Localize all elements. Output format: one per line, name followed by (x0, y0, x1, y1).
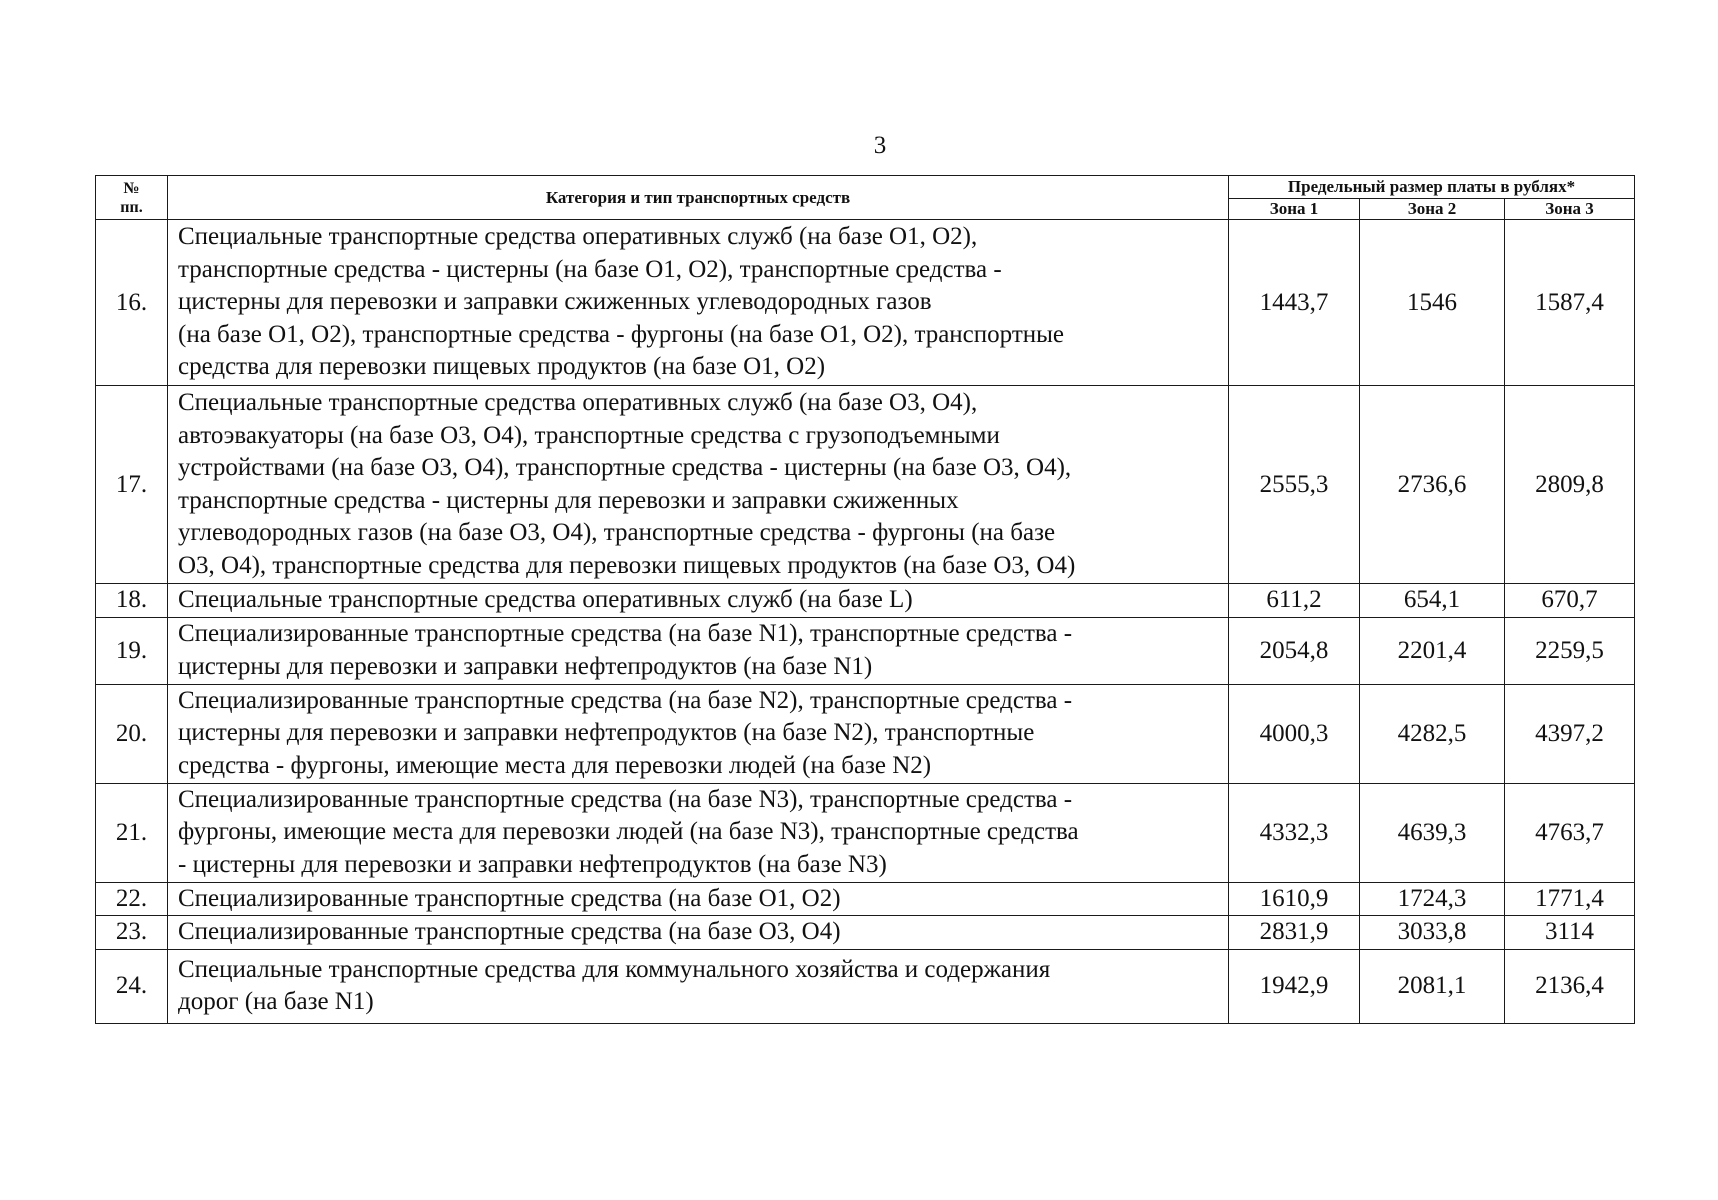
header-zone-3: Зона 3 (1505, 199, 1635, 220)
row-description: Специализированные транспортные средства (на базе N1), транспортные средства - цистерны для перевозки и заправки нефтепродуктов (на базе N1) (168, 617, 1229, 684)
zone3-value: 2809,8 (1505, 386, 1635, 584)
table-row (96, 220, 1635, 386)
table-row (96, 783, 1635, 882)
zone2-value: 2736,6 (1360, 386, 1505, 584)
row-number: 17. (96, 386, 168, 584)
zone3-value: 2259,5 (1505, 617, 1635, 684)
row-description: Специальные транспортные средства оперативных служб (на базе O1, O2), транспортные средства - цистерны (на базе O1, O2), транспортные средства - цистерны для перевозки и заправки сжиженных углеводородных газов (на базе O1, O2), транспортные средства - фургоны (на базе O1, O2), транспортные средства для перевозки пищевых продуктов (на базе O1, O2) (168, 220, 1229, 386)
zone1-value: 2054,8 (1229, 617, 1360, 684)
row-number: 22. (96, 882, 168, 916)
zone2-value: 2081,1 (1360, 949, 1505, 1023)
zone1-value: 1942,9 (1229, 949, 1360, 1023)
row-description: Специализированные транспортные средства (на базе O3, O4) (168, 916, 1229, 950)
row-description: Специальные транспортные средства для коммунального хозяйства и содержания дорог (на базе N1) (168, 949, 1229, 1023)
zone1-value: 4000,3 (1229, 684, 1360, 783)
row-description: Специальные транспортные средства оперативных служб (на базе O3, O4), автоэвакуаторы (на базе O3, O4), транспортные средства с грузоподъемными устройствами (на базе O3, O4), транспортные средства - цистерны (на базе O3, O4), транспортные средства - цистерны для перевозки и заправки сжиженных углеводородных газов (на базе O3, O4), транспортные средства - фургоны (на базе O3, O4), транспортные средства для перевозки пищевых продуктов (на базе O3, O4) (168, 386, 1229, 584)
zone3-value: 2136,4 (1505, 949, 1635, 1023)
zone1-value: 611,2 (1229, 584, 1360, 618)
table-row (96, 584, 1635, 618)
header-limit-group: Предельный размер платы в рублях* (1229, 176, 1635, 199)
header-zone-1: Зона 1 (1229, 199, 1360, 220)
page-number: 3 (873, 132, 887, 159)
zone3-value: 1771,4 (1505, 882, 1635, 916)
zone3-value: 670,7 (1505, 584, 1635, 618)
table-header (96, 176, 1635, 220)
row-description: Специальные транспортные средства оперативных служб (на базе L) (168, 584, 1229, 618)
zone3-value: 4763,7 (1505, 783, 1635, 882)
zone2-value: 3033,8 (1360, 916, 1505, 950)
header-number: № пп. (96, 176, 168, 220)
zone1-value: 4332,3 (1229, 783, 1360, 882)
header-category: Категория и тип транспортных средств (168, 176, 1229, 220)
zone3-value: 4397,2 (1505, 684, 1635, 783)
zone3-value: 1587,4 (1505, 220, 1635, 386)
row-description: Специализированные транспортные средства (на базе N3), транспортные средства - фургоны, имеющие места для перевозки людей (на базе N3), транспортные средства - цистерны для перевозки и заправки нефтепродуктов (на базе N3) (168, 783, 1229, 882)
row-number: 19. (96, 617, 168, 684)
row-number: 23. (96, 916, 168, 950)
row-number: 18. (96, 584, 168, 618)
zone2-value: 4639,3 (1360, 783, 1505, 882)
row-description: Специализированные транспортные средства (на базе N2), транспортные средства - цистерны для перевозки и заправки нефтепродуктов (на базе N2), транспортные средства - фургоны, имеющие места для перевозки людей (на базе N2) (168, 684, 1229, 783)
header-zone-2: Зона 2 (1360, 199, 1505, 220)
zone2-value: 1724,3 (1360, 882, 1505, 916)
row-number: 24. (96, 949, 168, 1023)
zone2-value: 2201,4 (1360, 617, 1505, 684)
table-body (96, 220, 1635, 1024)
tariff-table (95, 175, 1635, 1024)
table-row (96, 882, 1635, 916)
row-number: 21. (96, 783, 168, 882)
table-row (96, 916, 1635, 950)
zone3-value: 3114 (1505, 916, 1635, 950)
zone1-value: 2831,9 (1229, 916, 1360, 950)
zone2-value: 1546 (1360, 220, 1505, 386)
zone1-value: 2555,3 (1229, 386, 1360, 584)
zone1-value: 1443,7 (1229, 220, 1360, 386)
zone1-value: 1610,9 (1229, 882, 1360, 916)
table-row (96, 949, 1635, 1023)
row-description: Специализированные транспортные средства (на базе O1, O2) (168, 882, 1229, 916)
table-row (96, 617, 1635, 684)
zone2-value: 4282,5 (1360, 684, 1505, 783)
row-number: 16. (96, 220, 168, 386)
table-row (96, 386, 1635, 584)
table-row (96, 684, 1635, 783)
row-number: 20. (96, 684, 168, 783)
zone2-value: 654,1 (1360, 584, 1505, 618)
